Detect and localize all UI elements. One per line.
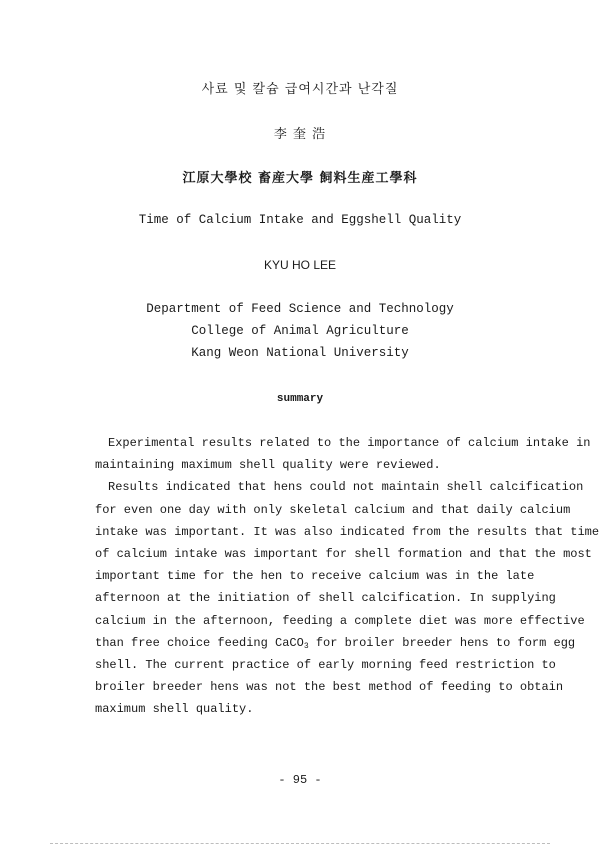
english-author: KYU HO LEE <box>263 258 337 272</box>
english-title: Time of Calcium Intake and Eggshell Quality <box>138 213 462 227</box>
korean-title: 사료 및 칼슘 급여시간과 난각질 <box>201 82 399 97</box>
summary-line: of calcium intake was important for shell formation and that the most <box>95 546 592 561</box>
summary-line: than free choice feeding CaCO3 for broiler breeder hens to form egg <box>95 635 576 651</box>
summary-line: Experimental results related to the importance of calcium intake in <box>108 436 591 450</box>
korean-author: 李 奎 浩 <box>273 127 327 142</box>
affiliation-college: College of Animal Agriculture <box>191 324 409 338</box>
page-number: - 95 - <box>278 773 322 787</box>
affiliation-department: Department of Feed Science and Technology <box>146 302 454 316</box>
summary-line: intake was important. It was also indicated from the results that time <box>95 524 600 539</box>
summary-line: maintaining maximum shell quality were reviewed. <box>95 458 441 473</box>
summary-line: afternoon at the initiation of shell calcification. In supplying <box>95 591 556 606</box>
page-bottom-rule <box>50 843 550 844</box>
summary-line: maximum shell quality. <box>95 702 254 717</box>
summary-line: important time for the hen to receive calcium was in the late <box>95 569 535 584</box>
affiliation-university: Kang Weon National University <box>191 346 409 360</box>
summary-heading: summary <box>276 393 324 405</box>
summary-line: for even one day with only skeletal calcium and that daily calcium <box>95 502 571 517</box>
summary-line: Results indicated that hens could not maintain shell calcification <box>108 480 584 495</box>
summary-line: broiler breeder hens was not the best method of feeding to obtain <box>95 680 564 695</box>
summary-body <box>95 432 600 720</box>
summary-line: calcium in the afternoon, feeding a complete diet was more effective <box>95 613 585 628</box>
korean-affiliation: 江原大學校 畜産大學 飼料生産工學科 <box>182 171 418 186</box>
summary-line: shell. The current practice of early morning feed restriction to <box>95 657 556 672</box>
